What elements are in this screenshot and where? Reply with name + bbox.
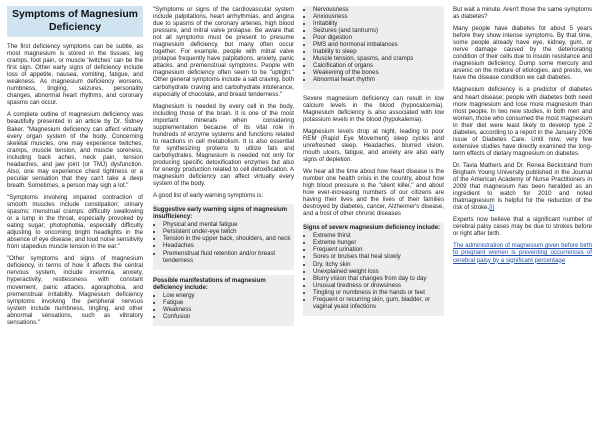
paragraph: Experts now believe that a significant number of cerebral palsy cases may be due to strokes before or right after birth. (453, 216, 592, 238)
cerebral-palsy-link[interactable]: The administration of magnesium given before birth to pregnant women is preventing occurrences of cerebral palsy by a significant percentage (453, 242, 592, 264)
early-signs-list (153, 221, 294, 263)
page-title: Symptoms of Magnesium Deficiency (7, 6, 143, 37)
footnote-ref-link[interactable]: [i] (489, 204, 494, 212)
paragraph: A good list of early warning symptoms is: (153, 192, 264, 200)
paragraph: Severe magnesium deficiency can result in low calcium levels in the blood (hypocalcemia). Magnesium deficiency is also associated with low potassium levels in the blood (hypokalemia). (303, 94, 444, 123)
manifestations-list-continued (303, 6, 444, 84)
list-item: • Extreme hunger (313, 239, 444, 246)
list-item: • Unexplained weight loss (313, 268, 444, 275)
column-2 (153, 6, 294, 331)
list-item: • PMS and hormonal imbalances (313, 41, 444, 48)
list-item: • Weakness (163, 306, 294, 313)
paragraph: But wait a minute. Aren't those the same symptoms as diabetes? (453, 6, 592, 21)
list-item: • Blurry vision that changes from day to day (313, 275, 444, 282)
list-item: • Unusual tiredness or drowsiness (313, 282, 444, 289)
column-3 (303, 6, 444, 321)
list-item: • Anxiousness (313, 13, 444, 20)
list-item: • Irritability (313, 20, 444, 27)
list-item: • Frequent or recurring skin, gum, bladder, or vaginal yeast infections (313, 296, 444, 310)
severe-signs-box (303, 222, 444, 316)
paragraph: A complete outline of magnesium deficiency was beautifully presented in an article by Dr. Sidney Baker. "Magnesium deficiency can affect virtually every organ system of the body. Concerning skeletal muscles, one may experience twitches, cramps, muscle tension, and muscle soreness, including back aches, neck pain, tension headaches, and jaw joint (or TMJ) dysfunction. Also, one may experience chest tightness or a peculiar sensation that they can't take a deep breath. Sometimes, a person may sigh a lot." (7, 111, 143, 189)
list-item: • Poor digestion (313, 34, 444, 41)
list-item: • Persistent under-eye twitch (163, 228, 294, 235)
list-item: • Physical and mental fatigue (163, 221, 294, 228)
list-item: • Low energy (163, 292, 294, 299)
list-item: • Abnormal heart rhythm (313, 76, 444, 83)
paragraph: "Symptoms or signs of the cardiovascular system include palpitations, heart arrhythmias, and angina due to spasms of the coronary arteries, high blood pressure, and mitral valve prolapse. Be aware that not all symptoms must be present to presume magnesium deficiency, but many often occur together. For example, people with mitral valve prolapse frequently have palpitations, anxiety, panic attacks, and premenstrual symptoms. People with magnesium deficiency often seem to be "uptight." Other general symptoms include a salt craving, both carbohydrate craving and carbohydrate intolerance, especially of chocolate, and breast tenderness." (153, 6, 294, 98)
paragraph: Many people have diabetes for about 5 years before they show intense symptoms. By that time, some people already have eye, kidney, gum, or nerve damage caused by the deteriorating condition of their cells due to insulin resistance and magnesium deficiency. Dump some mercury and arsenic on the mixture of etiologies, and presto, we have the disease condition we call diabetes. (453, 25, 592, 82)
list-item: • Seizures (and tantrums) (313, 27, 444, 34)
column-1 (7, 6, 143, 331)
paragraph: Magnesium levels drop at night, leading to poor REM (Rapid Eye Movement) sleep cycles and unrefreshed sleep. Headaches, blurred vision, mouth ulcers, fatigue, and anxiety are also early signs of depletion. (303, 127, 444, 163)
column-4 (453, 6, 592, 269)
manifestations-continued-box (303, 6, 444, 90)
list-item: • Muscle tension, spasms, and cramps (313, 55, 444, 62)
list-item: • Extreme thirst (313, 232, 444, 239)
paragraph (453, 162, 592, 211)
list-item: • Weakening of the bones (313, 69, 444, 76)
list-item: • Tingling or numbness in the hands or feet (313, 289, 444, 296)
manifestations-box (153, 275, 294, 326)
severe-signs-heading: Signs of severe magnesium deficiency include: (303, 224, 441, 232)
paragraph-text: Dr. Tavia Mathers and Dr. Renea Beckstrand from Brigham Young University published in the Journal of the American Academy of Nurse Practitioners in 2009 that magnesium has been heralded as an ingredient to watch for 2010 and noted thatmagnesium is helpful for the reduction of the risk of stroke. (453, 161, 592, 212)
manifestations-list (153, 292, 294, 320)
paragraph: "Symptoms involving impaired contraction of smooth muscles include constipation; urinary spasms; menstrual cramps; difficulty swallowing or a lump in the throat, especially provoked by eating sugar; photophobia, especially difficulty adjusting to oncoming bright headlights in the absence of eye disease; and loud noise sensitivity from stapedius muscle tension in the ear." (7, 193, 143, 251)
paragraph: "Other symptoms and signs of magnesium deficiency, in terms of how it affects the central nervous system, include insomnia, anxiety, hyperactivity, restlessness with constant movement, panic attacks, agoraphobia, and premenstrual irritability. Magnesium deficiency symptoms involving the peripheral nervous system include numbness, tingling, and other abnormal sensations, such as vibratory sensations." (7, 255, 143, 326)
list-item: • Dry, itchy skin (313, 261, 444, 268)
paragraph: Magnesium deficiency is a predictor of diabetes and heart disease; people with diabetes both need more magnesium and lose more magnesium than most people. In two new studies, in both men and women, those who consumed the most magnesium in their diet were least likely to develop type 2 diabetes, according to a report in the January 2006 issue of Diabetes Care. Until now, very few extensive studies have directly examined the long-term effects of dietary magnesium on diabetes. (453, 86, 592, 157)
paragraph: We hear all the time about how heart disease is the number one health crisis in the country, about how high blood pressure is the "silent killer," and about how ever-increasing numbers of our citizens are having their lives and the lives of their families destroyed by diabetes, cancer, Alzheimer's disease, and a host of other chronic diseases (303, 167, 444, 218)
early-signs-heading: Suggestive early warning signs of magnesium insufficiency: (153, 206, 288, 221)
list-item: • Frequent urination (313, 246, 444, 253)
list-item: • Calcification of organs (313, 62, 444, 69)
list-item: • Confusion (163, 313, 294, 320)
list-item: • Headaches (163, 242, 294, 249)
list-item: • Inability to sleep (313, 48, 444, 55)
paragraph (453, 242, 592, 263)
paragraph: Magnesium is needed by every cell in the body, including those of the brain. It is one of the most important minerals when considering supplementation because of its vital role in hundreds of enzyme systems and functions related to reactions in cell metabolism. It is also essential for synthesizing proteins to utilize fats and carbohydrates. Magnesium is needed not only for producing specific detoxification enzymes but also for energy production related to cell detoxification. A magnesium deficiency can affect virtually every system of the body. (153, 102, 294, 188)
list-item: • Tension in the upper back, shoulders, and neck (163, 235, 294, 242)
severe-signs-list (303, 232, 444, 310)
list-item: • Premenstrual fluid retention and/or breast tenderness (163, 250, 294, 264)
list-item: • Sores or bruises that heal slowly (313, 253, 444, 260)
manifestations-heading: Possible manifestations of magnesium deficiency include: (153, 276, 266, 291)
list-item: • Nervousness (313, 6, 444, 13)
early-signs-box (153, 204, 294, 269)
list-item: • Fatigue (163, 299, 294, 306)
paragraph: The first deficiency symptoms can be subtle, as most magnesium is stored in the tissues; leg cramps, foot pain, or muscle 'twitches' can be the first sign. Other early signs of deficiency include loss of appetite, nausea, vomiting, fatigue, and weakness. As magnesium deficiency worsens, numbness, tingling, seizures, personality changes, abnormal heart rhythms, and coronary spasms can occur. (7, 43, 143, 107)
